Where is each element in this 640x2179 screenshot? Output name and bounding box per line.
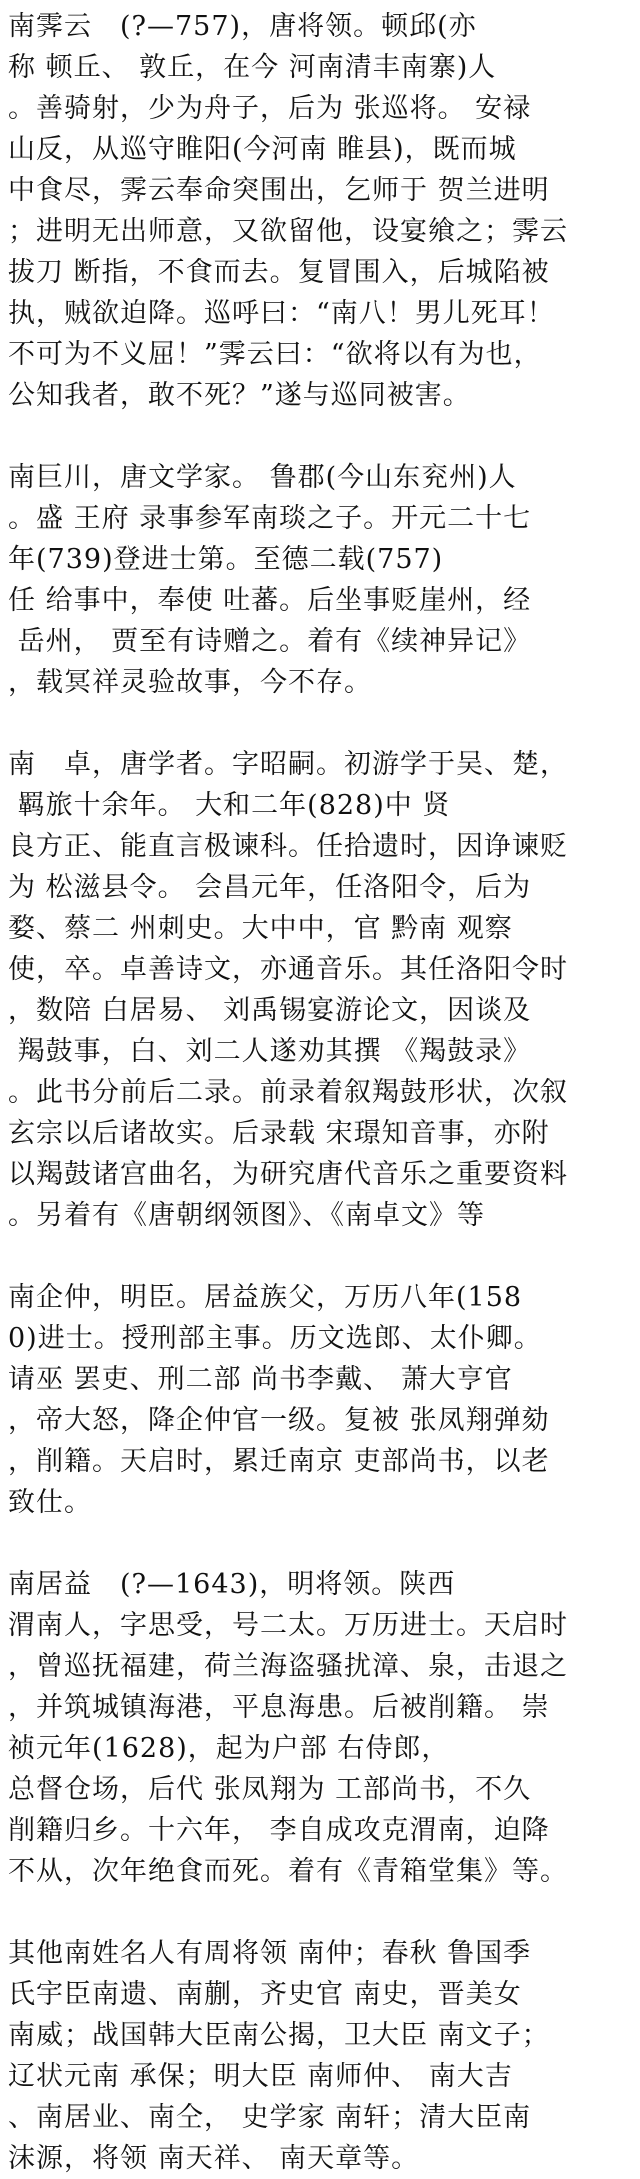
text-line: 公知我者，敢不死？”遂与巡同被害。 [8,380,471,411]
text-line: 中食尽，霁云奉命突围出，乞师于 贺兰进明 [8,175,550,206]
text-line: 南居益 (?—1643)，明将领。陕西 [8,1569,456,1600]
text-line: ，数陪 白居易、 刘禹锡宴游论文，因谈及 [8,995,532,1026]
text-line: 南企仲，明臣。居益族父，万历八年(158 [8,1282,523,1313]
entry-other-notables [8,1933,640,2179]
text-line: 致仕。 [8,1487,92,1518]
text-line: ，削籍。天启时，累迁南京 吏部尚书，以老 [8,1446,550,1477]
text-line: ，曾巡抚福建，荷兰海盗骚扰漳、泉，击退之 [8,1651,568,1682]
text-line: ，载冥祥灵验故事，今不存。 [8,667,372,698]
entry-nan-jiyun [8,6,640,416]
text-line: 任 给事中，奉使 吐蕃。后坐事贬崖州，经 [8,585,532,616]
text-line: 羯鼓事，白、刘二人遂劝其撰 《羯鼓录》 [8,1036,532,1067]
text-line: 南威；战国韩大臣南公揭，卫大臣 南文子； [8,2020,550,2051]
text-line: 南 卓，唐学者。字昭嗣。初游学于吴、楚， [8,749,568,780]
text-line: 。盛 王府 录事参军南琰之子。开元二十七 [8,503,532,534]
text-line: 以羯鼓诸宫曲名，为研究唐代音乐之重要资料 [8,1159,568,1190]
entry-nan-zhuo [8,744,640,1236]
text-line: 拔刀 断指，不食而去。复冒围入，后城陷被 [8,257,550,288]
text-line: 请巫 罢吏、刑二部 尚书李戴、 萧大亨官 [8,1364,513,1395]
text-line: 氏宇臣南遗、南蒯，齐史官 南史，晋美女 [8,1979,522,2010]
text-line: 沫源，将领 南天祥、 南天章等。 [8,2143,420,2174]
text-line: 称 顿丘、 敦丘，在今 河南清丰南寨)人 [8,52,497,83]
text-line: 祯元年(1628)，起为户部 右侍郎， [8,1733,450,1764]
text-line: 玄宗以后诸故实。后录载 宋璟知音事，亦附 [8,1118,550,1149]
text-line: 辽状元南 承保；明大臣 南师仲、 南大吉 [8,2061,513,2092]
text-line: 。善骑射，少为舟子，后为 张巡将。 安禄 [8,93,532,124]
entry-nan-juyi [8,1564,640,1892]
text-line: 执，贼欲迫降。巡呼曰：“南八！男儿死耳！ [8,298,555,329]
text-line: 总督仓场，后代 张凤翔为 工部尚书，不久 [8,1774,532,1805]
text-line: 不从，次年绝食而死。着有《青箱堂集》等。 [8,1856,568,1887]
text-line: 岳州， 贾至有诗赠之。着有《续神异记》 [8,626,532,657]
text-line: 良方正、能直言极谏科。任拾遗时，因诤谏贬 [8,831,568,862]
text-line: 渭南人，字思受，号二太。万历进士。天启时 [8,1610,568,1641]
text-line: 为 松滋县令。 会昌元年，任洛阳令，后为 [8,872,532,903]
text-line: 。此书分前后二录。前录着叙羯鼓形状，次叙 [8,1077,568,1108]
text-line: 、南居业、南仝， 史学家 南轩；清大臣南 [8,2102,532,2133]
text-line: 使，卒。卓善诗文，亦通音乐。其任洛阳令时 [8,954,568,985]
text-line: 婺、蔡二 州刺史。大中中，官 黔南 观察 [8,913,513,944]
text-line: 0)进士。授刑部主事。历文选郎、太仆卿。 [8,1323,542,1354]
text-line: 年(739)登进士第。至德二载(757) [8,544,444,575]
text-line: 羁旅十余年。 大和二年(828)中 贤 [8,790,451,821]
entry-nan-qizhong [8,1277,640,1523]
text-line: ，并筑城镇海港，平息海患。后被削籍。 崇 [8,1692,550,1723]
text-line: 削籍归乡。十六年， 李自成攻克渭南，迫降 [8,1815,550,1846]
text-line: 其他南姓名人有周将领 南仲；春秋 鲁国季 [8,1938,532,1969]
text-line: ；进明无出师意，又欲留他，设宴飨之；霁云 [8,216,568,247]
text-line: 南霁云 (?—757)，唐将领。顿邱(亦 [8,11,477,42]
text-line: 南巨川，唐文学家。 鲁郡(今山东兖州)人 [8,462,517,493]
entry-nan-juchuan [8,457,640,703]
text-line: 不可为不义屈！”霁云曰：“欲将以有为也， [8,339,542,370]
text-line: 山反，从巡守睢阳(今河南 睢县)，既而城 [8,134,517,165]
text-line: ，帝大怒，降企仲官一级。复被 张凤翔弹劾 [8,1405,550,1436]
text-line: 。另着有《唐朝纲领图》、《南卓文》等 [8,1200,485,1231]
